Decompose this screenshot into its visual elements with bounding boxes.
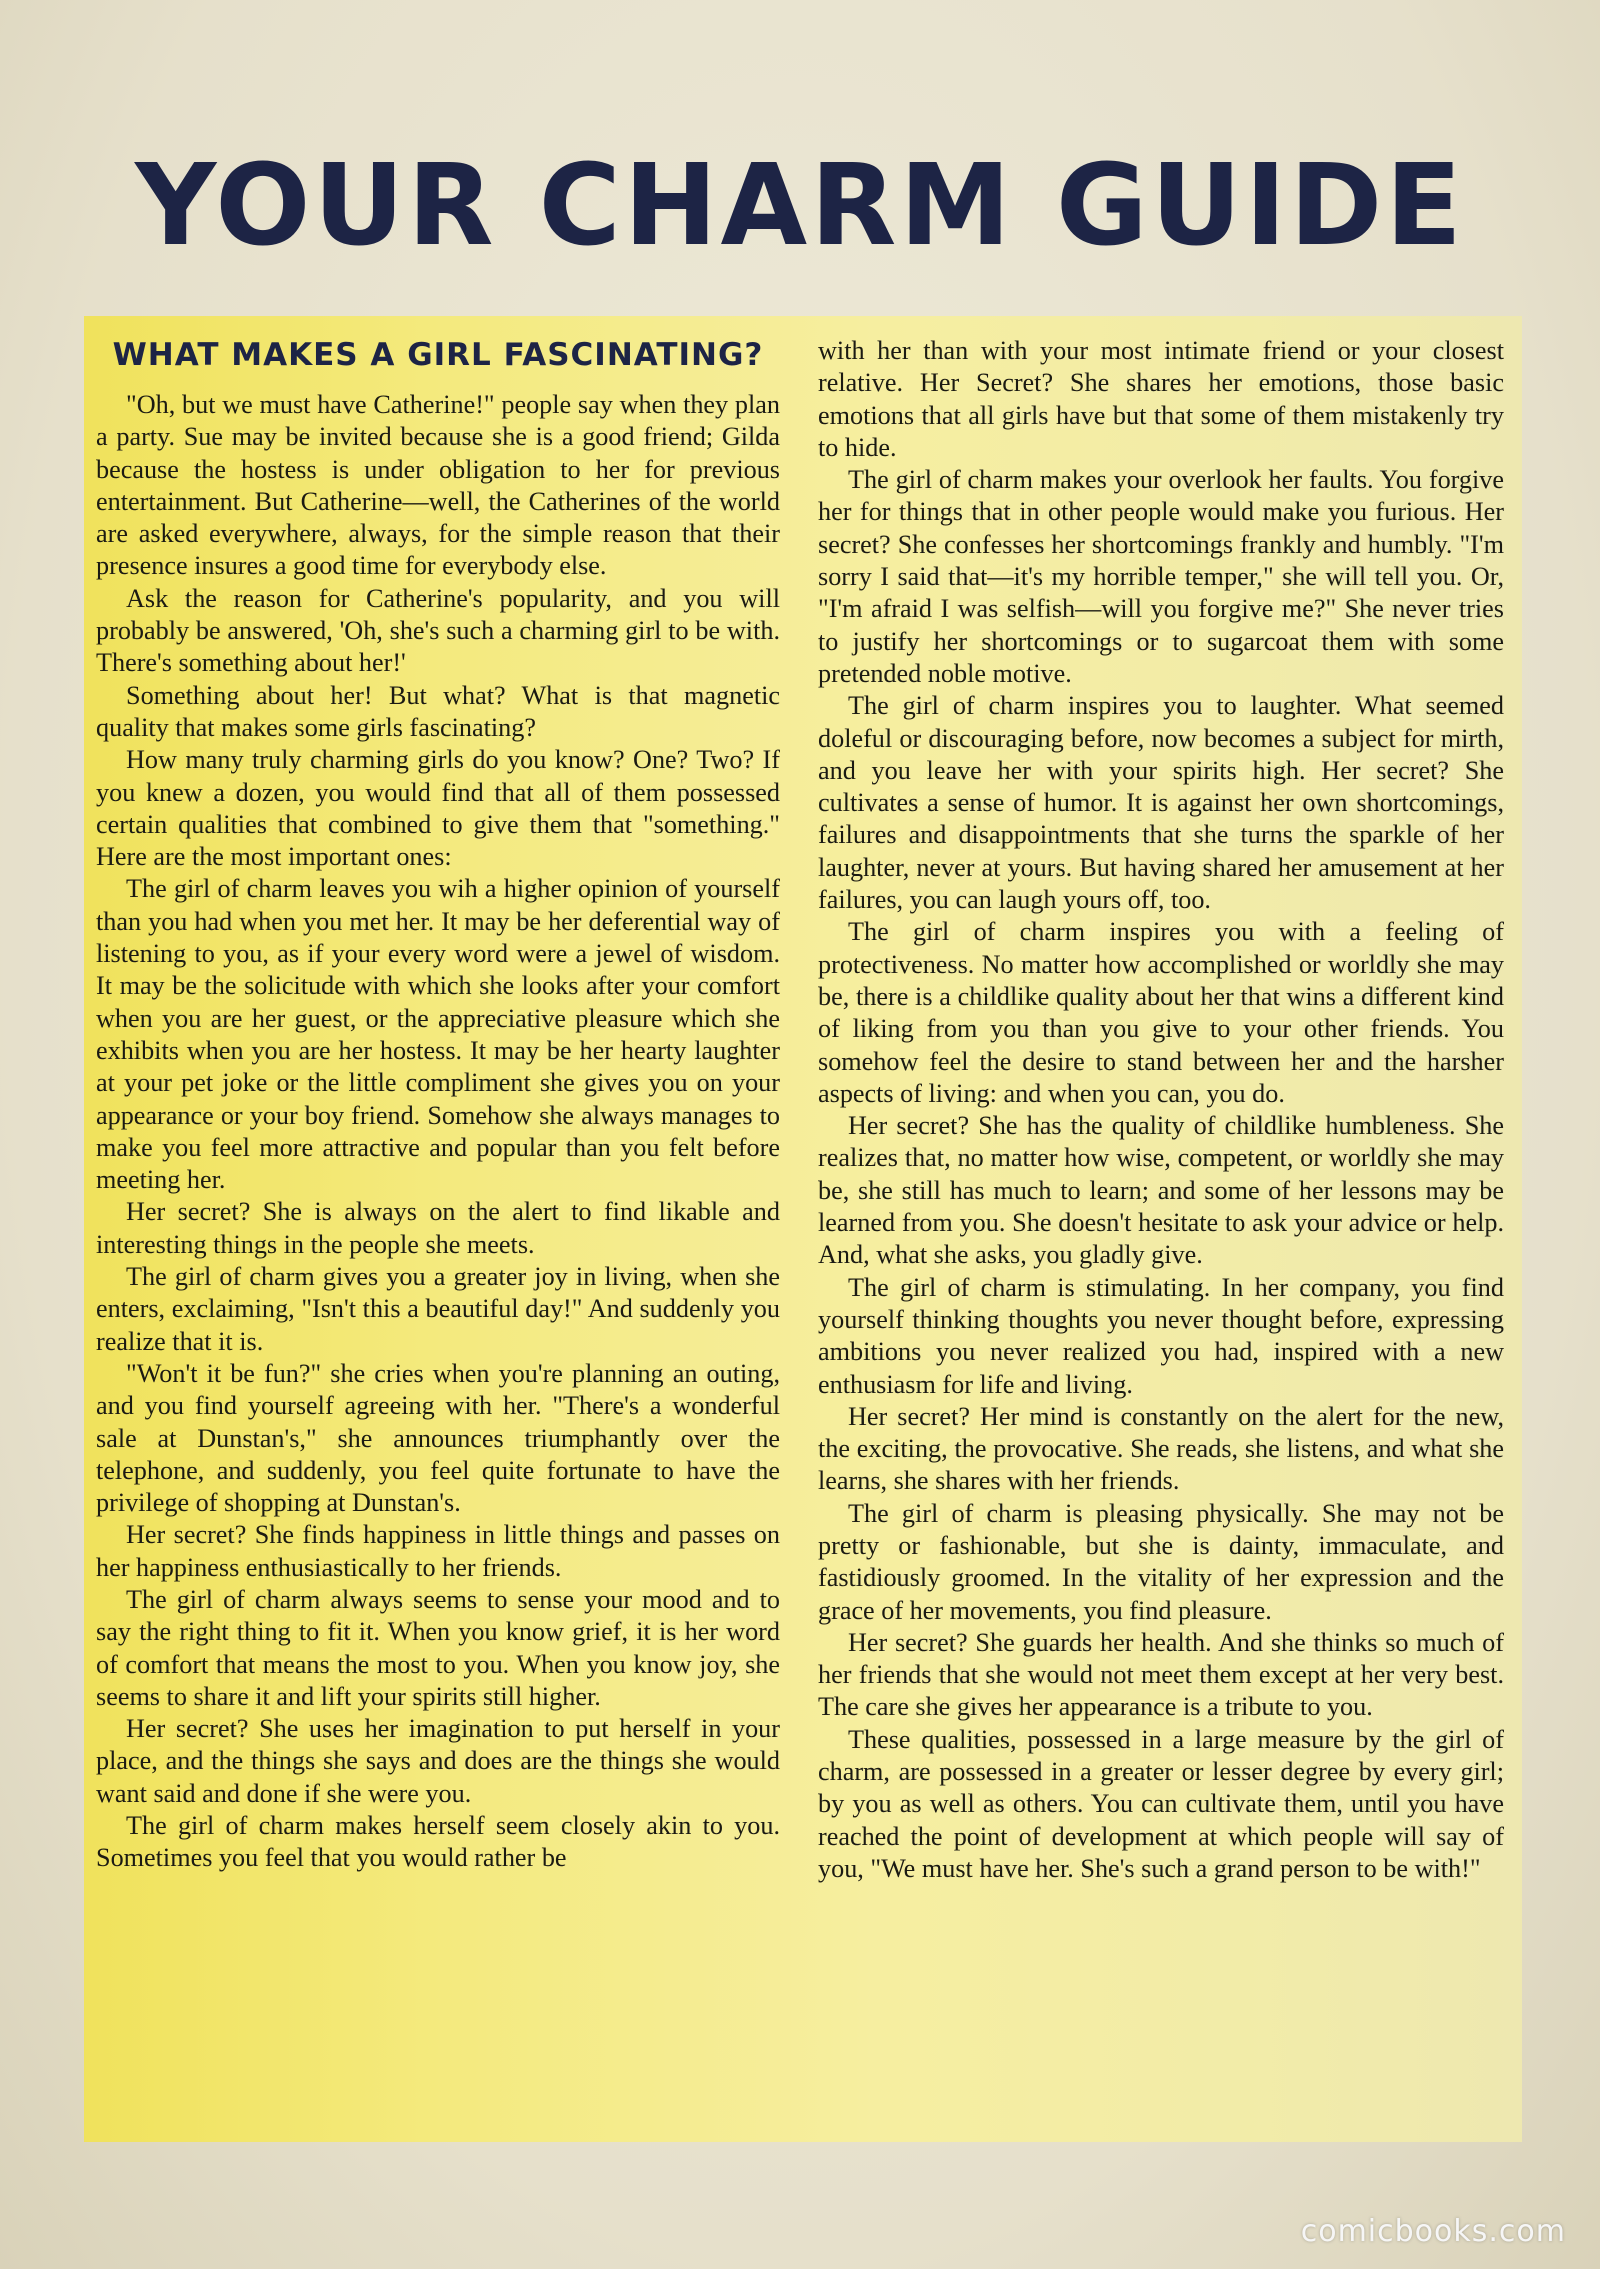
article-column-right [818,335,1504,1885]
article-paragraph: The girl of charm gives you a greater joy in living, when she enters, exclaiming, "Isn't this a beautiful day!" And suddenly you realize that it is. [96,1262,780,1356]
article-paragraph: The girl of charm is pleasing physically. She may not be pretty or fashionable, but she is dainty, immaculate, and fastidiously groomed. In the vitality of her expression and the grace of her movements, you find pleasure. [818,1498,1504,1625]
article-column-left [96,335,780,1875]
article-paragraph: Ask the reason for Catherine's popularity, and you will probably be answered, 'Oh, she's such a charming girl to be with. There's something about her!' [96,583,780,678]
article-paragraph: How many truly charming girls do you know? One? Two? If you knew a dozen, you would find that all of them possessed certain qualities that combined to give them that "something." Here are the most important ones: [96,745,780,872]
article-paragraph: Her secret? She is always on the alert to find likable and interesting things in the people she meets. [96,1197,780,1259]
article-paragraph: The girl of charm inspires you to laughter. What seemed doleful or discouraging before, now becomes a subject for mirth, and you leave her with your spirits high. Her secret? She cultivates a sense of humor. It is against her own shortcomings, failures and disappointments that she turns the sparkle of her laughter, never at yours. But having shared her amusement at her failures, you can laugh yours off, too. [818,691,1504,915]
article-paragraph: "Won't it be fun?" she cries when you're planning an outing, and you find yourself agreeing with her. "There's a wonderful sale at Dunstan's," she announces triumphantly over the telephone, and suddenly, you feel quite fortunate to have the privilege of shopping at Dunstan's. [96,1358,780,1518]
article-paragraph: Something about her! But what? What is that magnetic quality that makes some girls fascinating? [96,680,780,742]
article-paragraph: "Oh, but we must have Catherine!" people say when they plan a party. Sue may be invited because she is a good friend; Gilda because the hostess is under obligation to her for previous entertainment. But Catherine—well, the Catherines of the world are asked everywhere, always, for the simple reason that their presence insures a good time for everybody else. [96,390,780,581]
article-paragraph: Her secret? She guards her health. And she thinks so much of her friends that she would not meet them except at her very best. The care she gives her appearance is a tribute to you. [818,1627,1504,1722]
article-paragraph: The girl of charm makes your overlook her faults. You forgive her for things that in other people would make you furious. Her secret? She confesses her shortcomings frankly and humbly. "I'm sorry I said that—it's my horrible temper," she will tell you. Or, "I'm afraid I was selfish—will you forgive me?" She never tries to justify her shortcomings or to sugarcoat them with some pretended noble motive. [818,465,1504,688]
section-heading: WHAT MAKES A GIRL FASCINATING? [112,337,764,373]
article-paragraph: The girl of charm leaves you wih a higher opinion of yourself than you had when you met her. It may be her deferential way of listening to you, as if your every word were a jewel of wisdom. It may be the solicitude with which she looks after your comfort when you are her guest, or the appreciative pleasure which she exhibits when you are her hostess. It may be her hearty laughter at your pet joke or the little compliment she gives you on your appearance or your boy friend. Somehow she always manages to make you feel more attractive and popular than you felt before meeting her. [96,874,780,1195]
article-paragraph: The girl of charm always seems to sense your mood and to say the right thing to fit it. When you know grief, it is her word of comfort that means the most to you. When you know joy, she seems to share it and lift your spirits still higher. [96,1584,780,1711]
article-paragraph-continued: with her than with your most intimate friend or your closest relative. Her Secret? She shares her emotions, those basic emotions that all girls have but that some of them mistakenly try to hide. [818,336,1504,462]
article-paragraph: Her secret? Her mind is constantly on the alert for the new, the exciting, the provocative. She reads, she listens, and what she learns, she shares with her friends. [818,1401,1504,1496]
article-paragraph: The girl of charm inspires you with a feeling of protectiveness. No matter how accomplished or worldly she may be, there is a childlike quality about her that wins a different kind of liking from you than you give to your other friends. You somehow feel the desire to stand between her and the harsher aspects of living: and when you can, you do. [818,917,1504,1108]
article-paragraph: These qualities, possessed in a large measure by the girl of charm, are possessed in a greater or lesser degree by every girl; by you as well as others. You can cultivate them, until you have reached the point of development at which people will say of you, "We must have her. She's such a grand person to be with!" [818,1724,1504,1883]
article-paragraph: Her secret? She finds happiness in little things and passes on her happiness enthusiastically to her friends. [96,1520,780,1582]
article-paragraph: The girl of charm makes herself seem closely akin to you. Sometimes you feel that you would rather be [96,1811,780,1873]
article-paragraph: Her secret? She has the quality of childlike humbleness. She realizes that, no matter how wise, competent, or worldly she may be, she still has much to learn; and some of her lessons may be learned from you. She doesn't hesitate to ask your advice or help. And, what she asks, you gladly give. [818,1111,1504,1270]
article-paragraph: Her secret? She uses her imagination to put herself in your place, and the things she says and does are the things she would want said and done if she were you. [96,1714,780,1808]
page-title: YOUR CHARM GUIDE [135,141,1465,271]
article-paragraph: The girl of charm is stimulating. In her company, you find yourself thinking thoughts you never thought before, expressing ambitions you never realized you had, inspired with a new enthusiasm for life and living. [818,1272,1504,1399]
watermark: comicbooks.com [1300,2214,1566,2249]
